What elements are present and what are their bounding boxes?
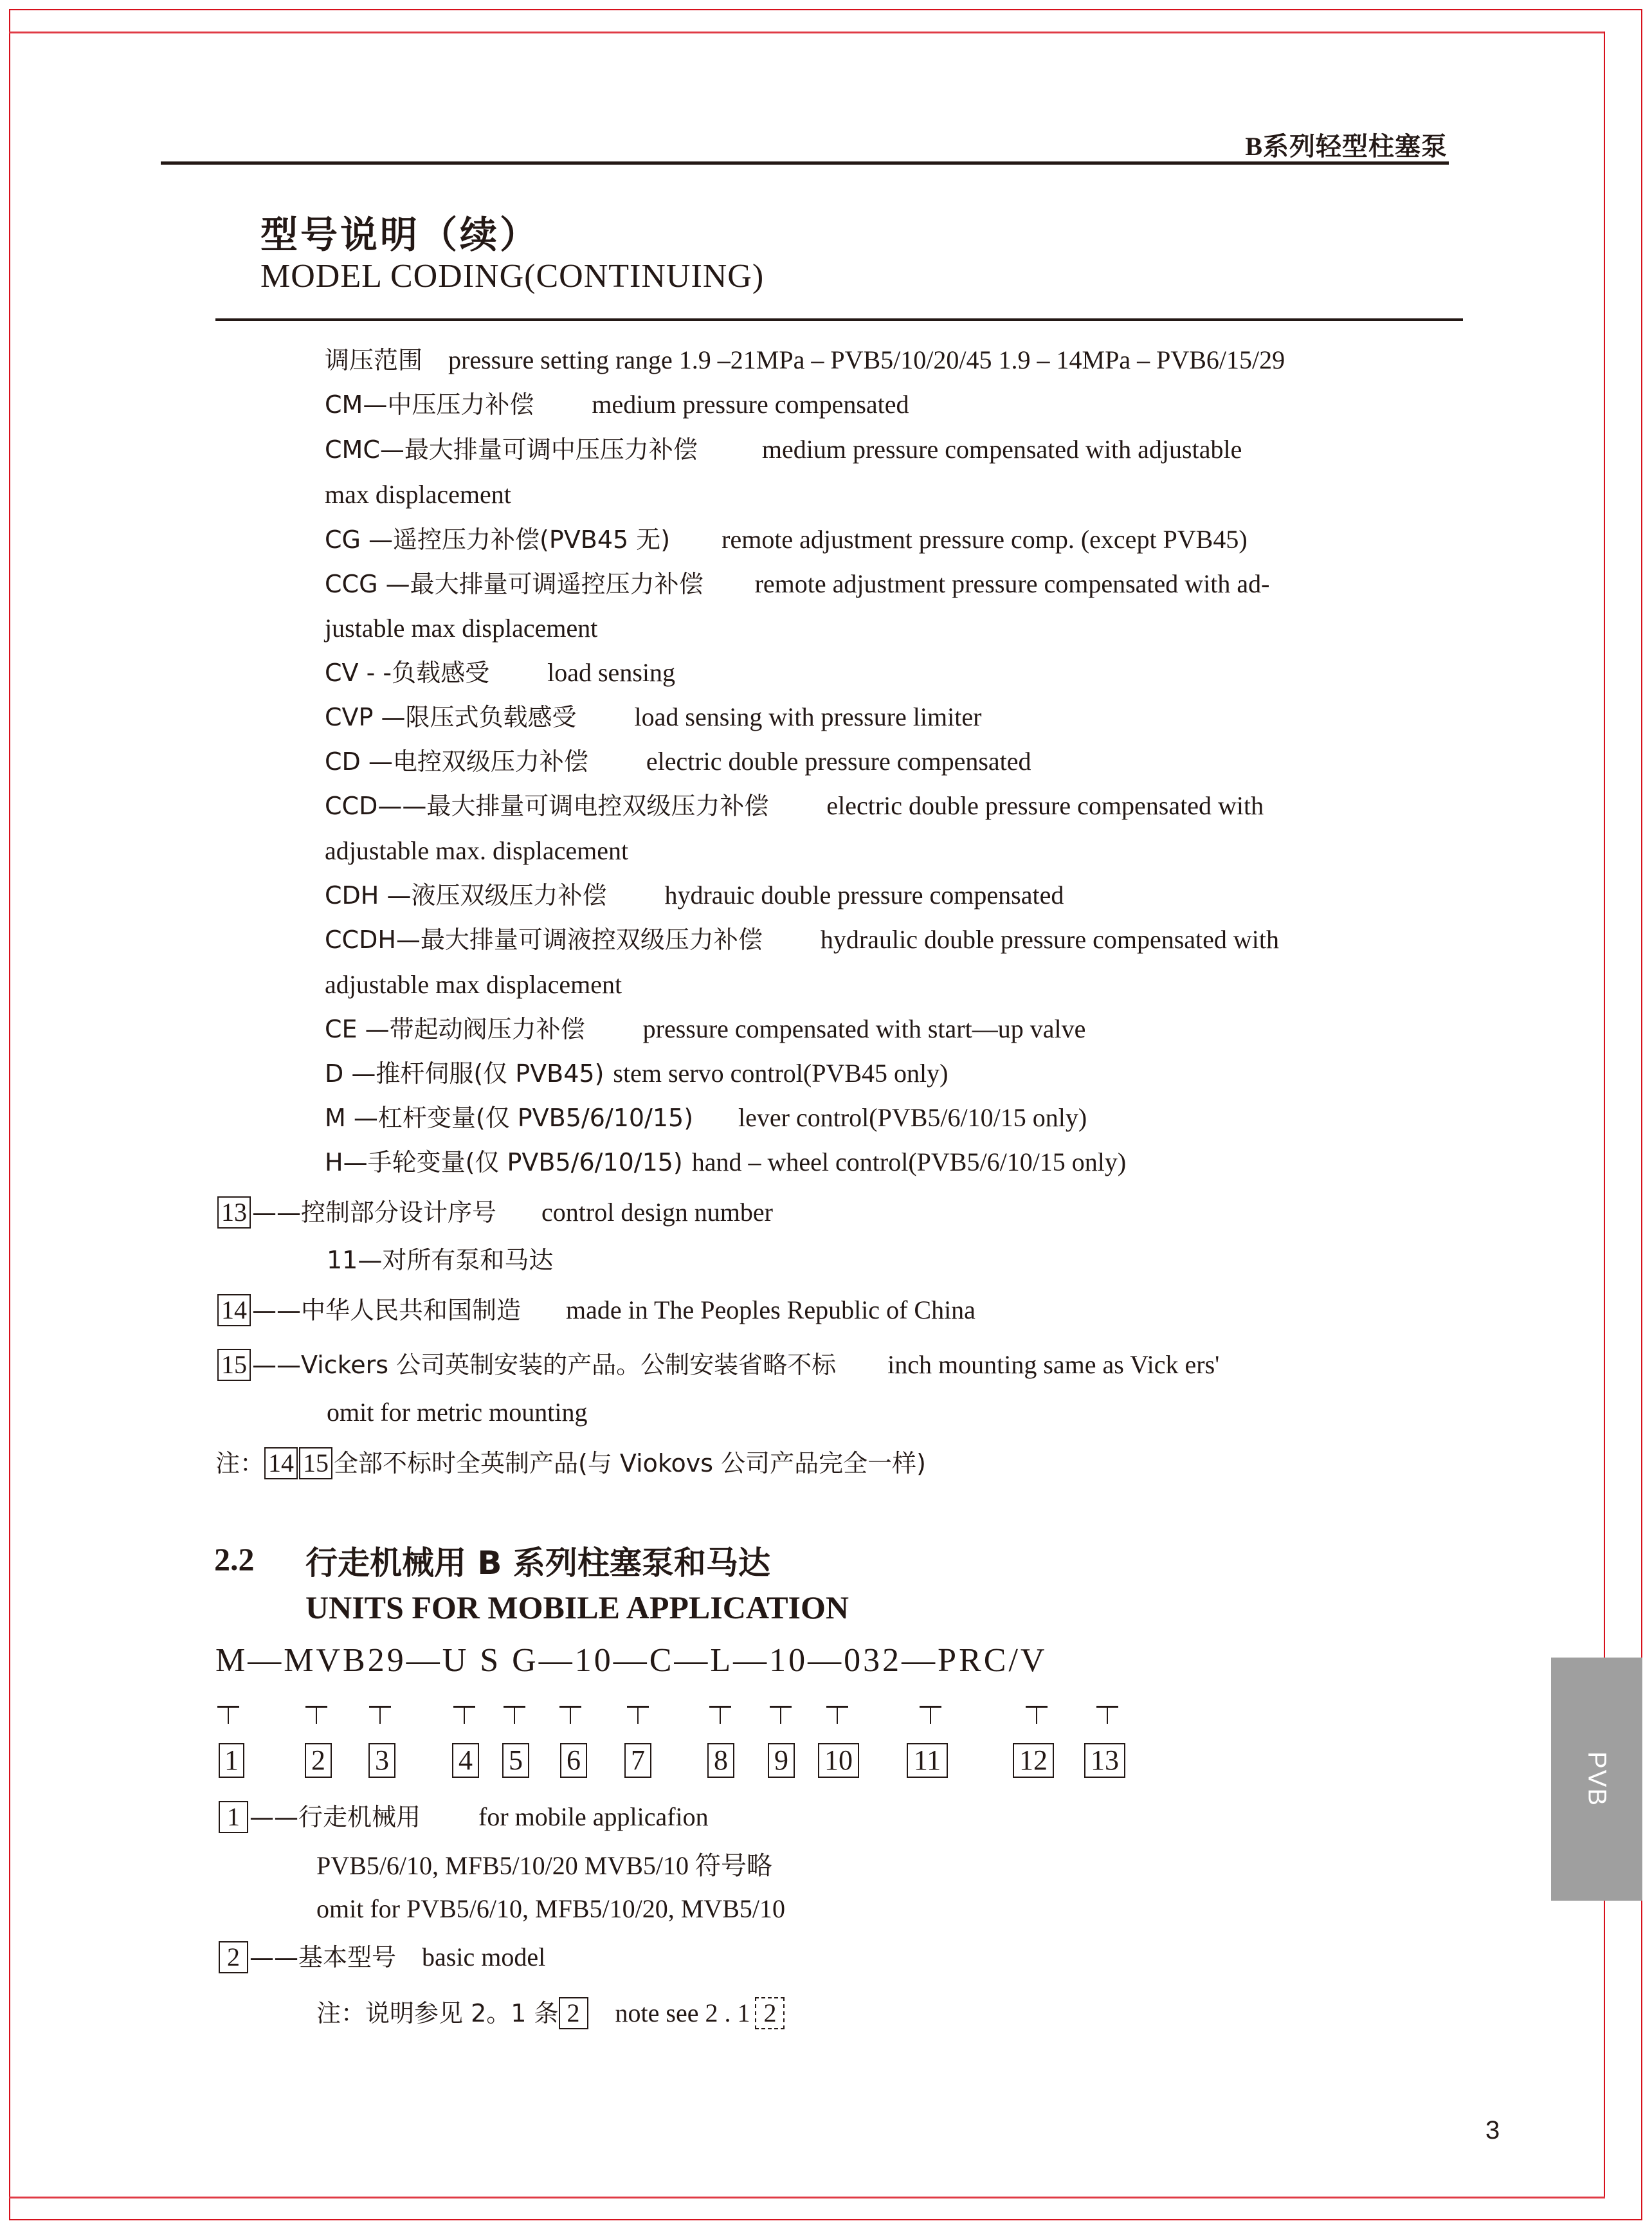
option-cn: CV - -负载感受 bbox=[325, 659, 490, 687]
item-en: control design number bbox=[541, 1198, 773, 1227]
section-side-tab bbox=[1551, 1658, 1642, 1901]
position-box: 10 bbox=[818, 1743, 859, 1778]
item-15 bbox=[217, 1349, 1219, 1381]
option-line bbox=[325, 569, 1269, 599]
option-en: medium pressure compensated with adjustable bbox=[761, 435, 1242, 464]
tick-marker bbox=[305, 1706, 327, 1724]
option-line bbox=[325, 880, 1064, 911]
option-line bbox=[325, 1058, 948, 1089]
option-line bbox=[325, 791, 1264, 821]
position-box: 14 bbox=[264, 1447, 298, 1479]
item-en: inch mounting same as Vick ers' bbox=[887, 1350, 1220, 1379]
option-cont: max displacement bbox=[325, 480, 511, 509]
option-en: hydrauic double pressure compensated bbox=[664, 881, 1064, 909]
position-box: 1 bbox=[219, 1801, 248, 1833]
option-cn: CCG —最大排量可调遥控压力补偿 bbox=[325, 570, 703, 598]
option-line bbox=[325, 389, 909, 420]
tick-marker bbox=[559, 1706, 581, 1724]
tick-marker bbox=[826, 1706, 848, 1724]
tick-marker bbox=[217, 1706, 239, 1724]
section-number: 2.2 bbox=[214, 1541, 255, 1577]
position-box: 5 bbox=[502, 1743, 529, 1778]
item-cn: ——中华人民共和国制造 bbox=[252, 1296, 522, 1324]
option-cn: CE —带起动阀压力补偿 bbox=[325, 1015, 585, 1043]
section-title-cn: 行走机械用 B 系列柱塞泵和马达 bbox=[305, 1544, 770, 1582]
tick-marker bbox=[1026, 1706, 1048, 1724]
position-box: 12 bbox=[1013, 1743, 1054, 1778]
title-rule bbox=[215, 318, 1463, 321]
option-cn: CVP —限压式负载感受 bbox=[325, 703, 577, 731]
option-en: hand – wheel control(PVB5/6/10/15 only) bbox=[691, 1147, 1127, 1176]
position-box: 13 bbox=[1084, 1743, 1125, 1778]
side-tab-label: PVB bbox=[1583, 1751, 1611, 1807]
page-title-en: MODEL CODING(CONTINUING) bbox=[260, 258, 765, 295]
item-cn: ——控制部分设计序号 bbox=[252, 1198, 497, 1227]
option-en: medium pressure compensated bbox=[592, 390, 909, 419]
option-en: remote adjustment pressure comp. (except PVB45) bbox=[722, 525, 1248, 554]
option-line bbox=[325, 1014, 1085, 1045]
option-cn: M —杠杆变量(仅 PVB5/6/10/15) bbox=[325, 1104, 694, 1132]
tick-marker bbox=[369, 1706, 391, 1724]
option-en: pressure compensated with start—up valve bbox=[642, 1014, 1086, 1043]
tick-marker bbox=[1096, 1706, 1118, 1724]
position-box: 6 bbox=[560, 1743, 587, 1778]
position-box: 11 bbox=[907, 1743, 948, 1778]
option-cn: CDH —液压双级压力补偿 bbox=[325, 881, 607, 909]
header-rule bbox=[161, 161, 1449, 165]
position-box: 9 bbox=[768, 1743, 795, 1778]
option-line bbox=[325, 746, 1031, 777]
note-text: 全部不标时全英制产品(与 Viokovs 公司产品完全一样) bbox=[334, 1449, 926, 1477]
item-13-sub: 11—对所有泵和马达 bbox=[327, 1246, 554, 1274]
option-cn: CCD——最大排量可调电控双级压力补偿 bbox=[325, 792, 769, 820]
position-box: 15 bbox=[299, 1447, 332, 1479]
option-en: lever control(PVB5/6/10/15 only) bbox=[738, 1103, 1087, 1132]
position-box: 2 bbox=[755, 1997, 785, 2029]
model-code: M—MVB29—U S G—10—C—L—10—032—PRC/V bbox=[215, 1642, 1048, 1679]
position-box: 8 bbox=[707, 1743, 734, 1778]
position-box: 13 bbox=[217, 1196, 251, 1229]
option-en: load sensing bbox=[547, 658, 675, 687]
option-en: pressure setting range 1.9 –21MPa – PVB5/10/20/45 1.9 – 14MPa – PVB6/15/29 bbox=[448, 345, 1285, 374]
option-cn: CD —电控双级压力补偿 bbox=[325, 747, 588, 776]
option-line bbox=[325, 434, 1242, 465]
page-title-cn: 型号说明（续） bbox=[260, 213, 540, 257]
option-en: stem servo control(PVB45 only) bbox=[613, 1059, 949, 1088]
mobile-item-1: 1 ——行走机械用 for mobile applicafion bbox=[219, 1801, 709, 1833]
option-line bbox=[325, 345, 1285, 376]
running-header: B系列轻型柱塞泵 bbox=[1245, 132, 1448, 161]
page-frame-inner-bottom bbox=[9, 2197, 1605, 2198]
mobile-item-2-note: 注：说明参见 2。1 条 2 note see 2 . 1 2 bbox=[316, 1997, 786, 2029]
tick-marker bbox=[920, 1706, 941, 1724]
option-cont: adjustable max. displacement bbox=[325, 836, 629, 865]
option-cn: CCDH—最大排量可调液控双级压力补偿 bbox=[325, 926, 763, 954]
section-title-en: UNITS FOR MOBILE APPLICATION bbox=[305, 1589, 849, 1625]
mobile-item-1-line2: PVB5/6/10, MFB5/10/20 MVB5/10 符号略 bbox=[316, 1851, 773, 1880]
tick-marker bbox=[770, 1706, 792, 1724]
position-box: 2 bbox=[559, 1997, 588, 2029]
option-line bbox=[325, 657, 675, 688]
position-box: 15 bbox=[217, 1349, 251, 1381]
tick-marker bbox=[504, 1706, 525, 1724]
mobile-item-2: 2 ——基本型号 basic model bbox=[219, 1941, 545, 1973]
option-cn: D —推杆伺服(仅 PVB45) bbox=[325, 1059, 604, 1088]
position-box: 2 bbox=[305, 1743, 332, 1778]
option-cn: 调压范围 bbox=[325, 346, 423, 374]
option-line bbox=[325, 702, 981, 733]
item-15-sub: omit for metric mounting bbox=[327, 1398, 588, 1427]
option-line bbox=[325, 524, 1248, 555]
position-box: 14 bbox=[217, 1294, 251, 1326]
option-cn: CMC—最大排量可调中压压力补偿 bbox=[325, 435, 698, 464]
item-13 bbox=[217, 1196, 773, 1229]
option-cont: justable max displacement bbox=[325, 614, 598, 643]
option-cn: H—手轮变量(仅 PVB5/6/10/15) bbox=[325, 1148, 683, 1176]
position-box: 1 bbox=[219, 1743, 244, 1778]
position-box: 4 bbox=[452, 1743, 479, 1778]
option-en: remote adjustment pressure compensated with ad- bbox=[754, 569, 1270, 598]
option-en: electric double pressure compensated bbox=[646, 747, 1031, 776]
position-box: 2 bbox=[219, 1941, 248, 1973]
option-en: load sensing with pressure limiter bbox=[634, 702, 982, 731]
option-line bbox=[325, 1102, 1087, 1133]
position-box: 7 bbox=[624, 1743, 651, 1778]
tick-marker bbox=[453, 1706, 475, 1724]
option-en: hydraulic double pressure compensated with bbox=[820, 925, 1280, 954]
option-cn: CM—中压压力补偿 bbox=[325, 390, 534, 419]
option-cont: adjustable max displacement bbox=[325, 970, 622, 999]
option-cn: CG —遥控压力补偿(PVB45 无) bbox=[325, 526, 671, 554]
note-line: 注： 14 15 全部不标时全英制产品(与 Viokovs 公司产品完全一样) bbox=[215, 1447, 926, 1479]
page-frame-inner-top bbox=[9, 32, 1605, 33]
tick-marker bbox=[709, 1706, 731, 1724]
option-line bbox=[325, 924, 1279, 955]
item-14 bbox=[217, 1294, 976, 1326]
option-line bbox=[325, 1147, 1126, 1178]
option-en: electric double pressure compensated with bbox=[826, 791, 1264, 820]
item-cn: ——Vickers 公司英制安装的产品。公制安装省略不标 bbox=[252, 1351, 837, 1379]
tick-marker bbox=[627, 1706, 649, 1724]
page-number: 3 bbox=[1485, 2116, 1500, 2144]
position-box: 3 bbox=[368, 1743, 395, 1778]
mobile-item-1-line3: omit for PVB5/6/10, MFB5/10/20, MVB5/10 bbox=[316, 1894, 785, 1923]
item-en: made in The Peoples Republic of China bbox=[566, 1295, 976, 1324]
